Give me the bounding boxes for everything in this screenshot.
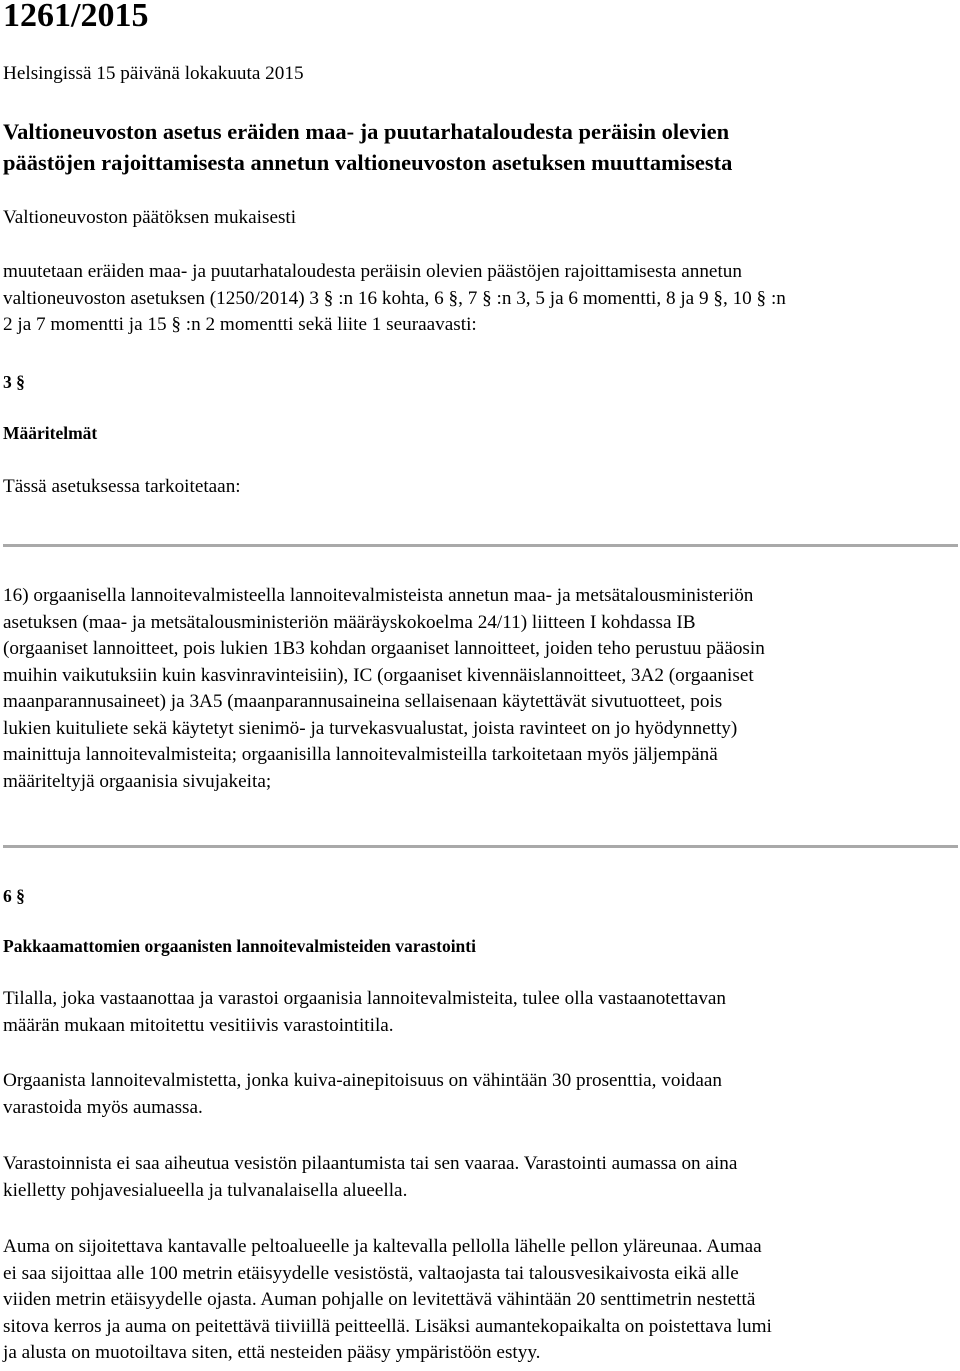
preamble-line: 2 ja 7 momentti ja 15 § :n 2 momentti sekä liite 1 seuraavasti: — [3, 314, 477, 335]
item-16-line: maanparannusaineet) ja 3A5 (maanparannusaineina sellaisenaan käytettävät sivutuotteet, pois — [3, 691, 723, 712]
section-3-intro: Tässä asetuksessa tarkoitetaan: — [3, 476, 241, 497]
item-16-line: muihin vaikutuksiin kuin kasvinravinteisiin), IC (orgaaniset kivennäislannoitteet, 3A2 (orgaaniset — [3, 664, 754, 686]
paragraph-line: Orgaanista lannoitevalmistetta, jonka kuiva-ainepitoisuus on vähintään 30 prosenttia, voidaan — [3, 1070, 722, 1091]
section-3-number: 3 § — [3, 372, 25, 392]
section-3-heading: Määritelmät — [3, 423, 98, 443]
paragraph-line: Varastoinnista ei saa aiheutua vesistön pilaantumista tai sen vaaraa. Varastointi aumassa on aina — [3, 1153, 738, 1174]
omission-divider — [3, 845, 958, 848]
paragraph-line: ei saa sijoittaa alle 100 metrin etäisyydelle vesistöstä, valtaojasta tai talousvesikaivosta eikä alle — [3, 1262, 739, 1284]
document-title-line: päästöjen rajoittamisesta annetun valtioneuvoston asetuksen muuttamisesta — [3, 150, 733, 175]
document-title-line: Valtioneuvoston asetus eräiden maa- ja puutarhataloudesta peräisin olevien — [3, 119, 730, 144]
section-6-number: 6 § — [3, 886, 25, 906]
date-line: Helsingissä 15 päivänä lokakuuta 2015 — [3, 63, 304, 84]
paragraph-line: määrän mukaan mitoitettu vesitiivis varastointitila. — [3, 1014, 394, 1036]
decision-line: Valtioneuvoston päätöksen mukaisesti — [3, 207, 297, 228]
item-16-line: mainittuja lannoitevalmisteita; orgaanisilla lannoitevalmisteilla tarkoitetaan myös jäljempänä — [3, 744, 718, 765]
preamble-line: valtioneuvoston asetuksen (1250/2014) 3 § :n 16 kohta, 6 §, 7 § :n 3, 5 ja 6 momentti, 8 ja 9 §, 10 § :n — [3, 287, 786, 309]
item-16-line: asetuksen (maa- ja metsätalousministeriön määräyskokoelma 24/11) liitteen I kohdassa IB — [3, 611, 696, 633]
paragraph-line: viiden metrin etäisyydelle ojasta. Auman pohjalle on levitettävä vähintään 20 senttimetrin nestettä — [3, 1289, 756, 1310]
document-number: 1261/2015 — [3, 0, 149, 34]
section-6-paragraph-3 — [3, 1151, 957, 1204]
section-6-paragraph-2 — [3, 1068, 957, 1121]
paragraph-line: Tilalla, joka vastaanottaa ja varastoi orgaanisia lannoitevalmisteita, tulee olla vastaanotettavan — [3, 988, 727, 1009]
document-title — [3, 116, 957, 178]
section-6-paragraph-4 — [3, 1234, 957, 1367]
omission-divider — [3, 544, 958, 547]
item-16-line: määriteltyjä orgaanisia sivujakeita; — [3, 770, 272, 792]
section-6-paragraph-1 — [3, 986, 957, 1039]
preamble-line: muutetaan eräiden maa- ja puutarhataloudesta peräisin olevien päästöjen rajoittamisesta annetun — [3, 261, 742, 282]
section-3-item-16 — [3, 583, 957, 795]
paragraph-line: varastoida myös aumassa. — [3, 1096, 203, 1118]
paragraph-line: sitova kerros ja auma on peitettävä tiiviillä peitteellä. Lisäksi aumantekopaikalta on poistettava lumi — [3, 1315, 772, 1337]
item-16-line: 16) orgaanisella lannoitevalmisteella lannoitevalmisteista annetun maa- ja metsätalousministeriön — [3, 585, 754, 606]
paragraph-line: ja alusta on muotoiltava siten, että nesteiden pääsy ympäristöön estyy. — [3, 1342, 541, 1363]
section-6-heading: Pakkaamattomien orgaanisten lannoitevalmisteiden varastointi — [3, 936, 476, 956]
paragraph-line: kielletty pohjavesialueella ja tulvanalaisella alueella. — [3, 1179, 408, 1201]
item-16-line: lukien kuituliete sekä käytetyt sienimö- ja turvekasvualustat, joista ravinteet on jo hyödynnetty) — [3, 717, 738, 739]
item-16-line: (orgaaniset lannoitteet, pois lukien 1B3 kohdan orgaaniset lannoitteet, joiden teho perustuu pääosin — [3, 638, 765, 659]
paragraph-line: Auma on sijoitettava kantavalle peltoalueelle ja kaltevalla pellolla lähelle pellon yläreunaa. Aumaa — [3, 1236, 762, 1257]
preamble-paragraph — [3, 259, 957, 339]
